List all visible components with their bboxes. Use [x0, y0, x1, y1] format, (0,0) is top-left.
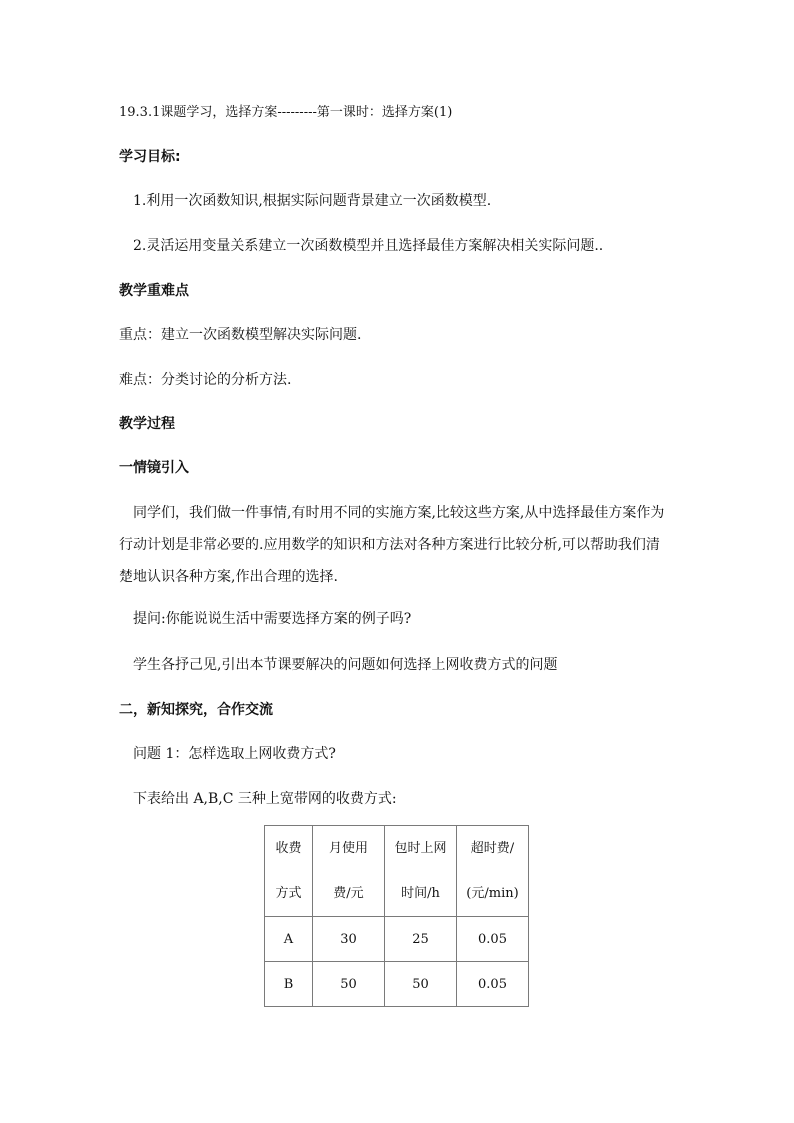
- table-cell: 0.05: [457, 962, 529, 1007]
- process-heading: 教学过程: [119, 416, 175, 432]
- header-line: 月使用: [328, 841, 368, 856]
- objective-item-2: 2.灵活运用变量关系建立一次函数模型并且选择最佳方案解决相关实际问题..: [133, 238, 604, 254]
- table-header-cell: [457, 826, 529, 917]
- table-row: [265, 917, 529, 962]
- question-text: 提问:你能说说生活中需要选择方案的例子吗?: [133, 611, 412, 627]
- intro-paragraph-line-3: 楚地认识各种方案,作出合理的选择.: [119, 569, 338, 585]
- objective-item-1: 1.利用一次函数知识,根据实际问题背景建立一次函数模型.: [133, 193, 492, 209]
- table-cell: A: [265, 917, 313, 962]
- intro-paragraph-line-1: 同学们，我们做一件事情,有时用不同的实施方案,比较这些方案,从中选择最佳方案作为: [133, 505, 665, 521]
- table-cell: 25: [385, 917, 457, 962]
- header-line: 时间/h: [401, 886, 440, 901]
- header-line: (元/min): [466, 886, 519, 901]
- header-line: 费/元: [333, 886, 364, 901]
- focus-point: 重点：建立一次函数模型解决实际问题.: [119, 327, 362, 343]
- table-header-cell: [385, 826, 457, 917]
- table-cell: 0.05: [457, 917, 529, 962]
- table-cell: 50: [385, 962, 457, 1007]
- table-cell: 30: [313, 917, 385, 962]
- fee-table: [264, 825, 529, 1007]
- table-intro-text: 下表给出 A,B,C 三种上宽带网的收费方式:: [133, 791, 397, 807]
- header-line: 收费: [275, 841, 302, 856]
- section2-heading: 二，新知探究，合作交流: [119, 702, 273, 718]
- table-header-cell: [313, 826, 385, 917]
- section1-heading: 一情镜引入: [119, 460, 189, 476]
- answer-text: 学生各抒己见,引出本节课要解决的问题如何选择上网收费方式的问题: [133, 657, 558, 673]
- lesson-title: 19.3.1课题学习，选择方案---------第一课时：选择方案(1): [119, 105, 453, 120]
- table-header-row: [265, 826, 529, 917]
- table-row: [265, 962, 529, 1007]
- header-line: 包时上网: [394, 841, 447, 856]
- table-cell: 50: [313, 962, 385, 1007]
- key-points-heading: 教学重难点: [119, 283, 189, 299]
- difficulty-point: 难点：分类讨论的分析方法.: [119, 372, 292, 388]
- table-header-cell: [265, 826, 313, 917]
- problem-text: 问题 1：怎样选取上网收费方式?: [133, 746, 336, 762]
- intro-paragraph-line-2: 行动计划是非常必要的.应用数学的知识和方法对各种方案进行比较分析,可以帮助我们清: [119, 537, 660, 553]
- table-cell: B: [265, 962, 313, 1007]
- header-line: 方式: [275, 886, 302, 901]
- objectives-heading: 学习目标:: [119, 149, 181, 165]
- header-line: 超时费/: [470, 841, 515, 856]
